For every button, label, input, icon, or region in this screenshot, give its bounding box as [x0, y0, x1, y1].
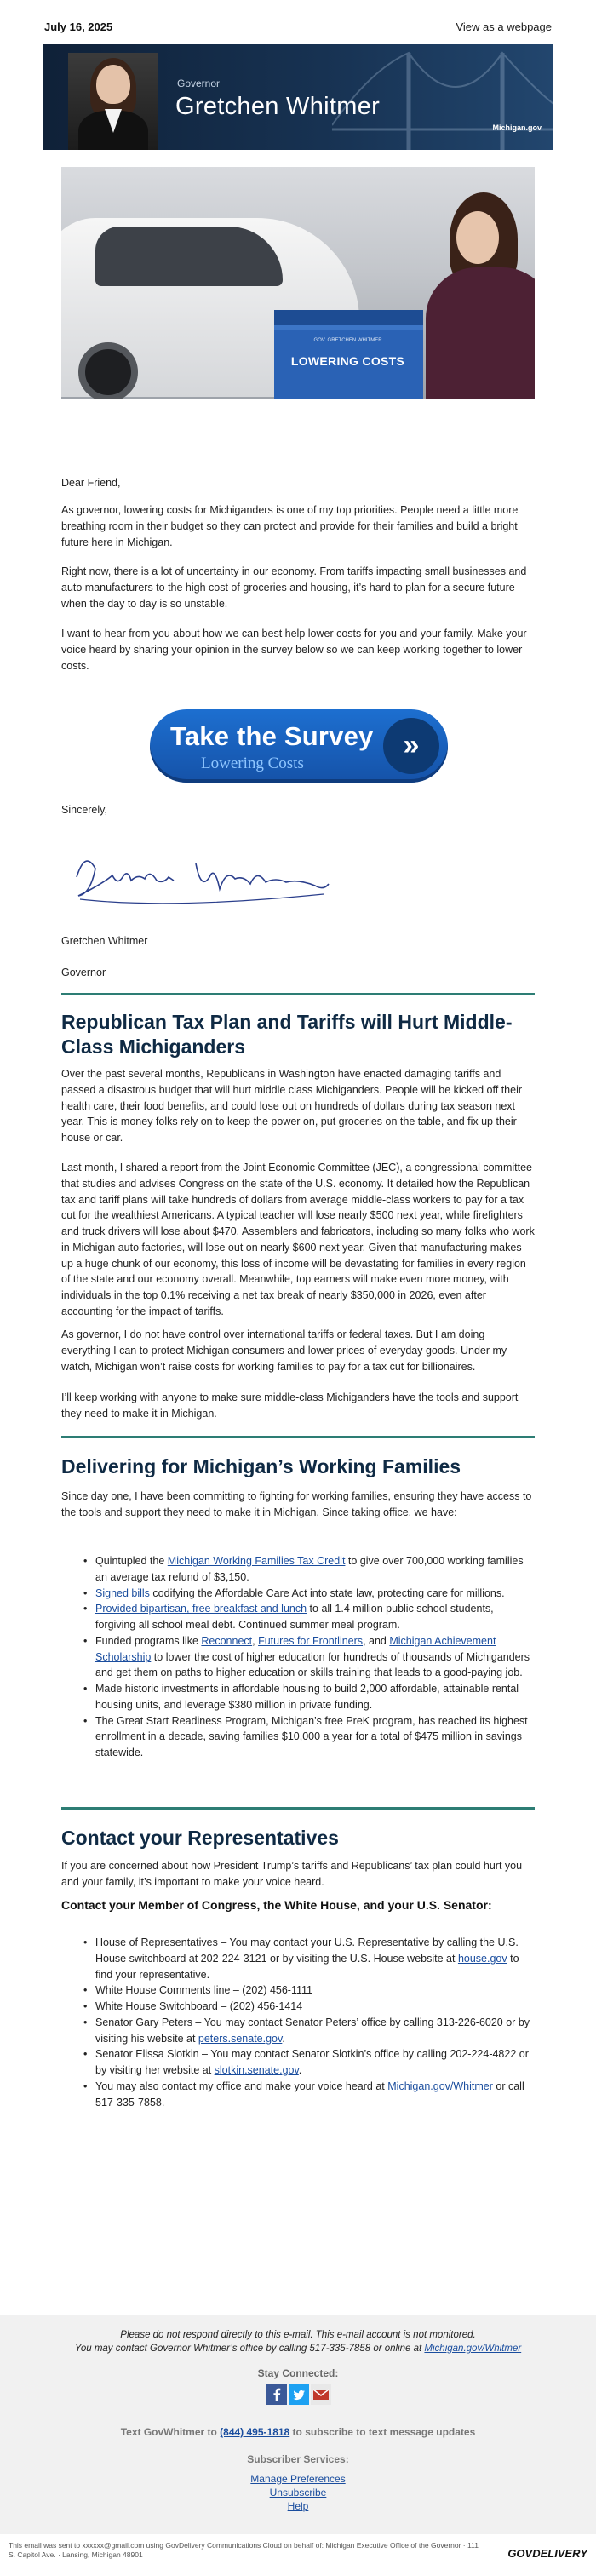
email-meta-bar	[0, 0, 596, 44]
list-item: • Senator Elissa Slotkin – You may contact Senator Slotkin’s office by calling 202-224-4822 or by visiting her website at slotkin.senate.gov.	[61, 2046, 535, 2079]
achievement-scholarship-link[interactable]: Michigan Achievement Scholarship	[95, 1634, 496, 1663]
tax-paragraph-1: Over the past several months, Republicans in Washington have enacted damaging tariffs and passed a disastrous budget that will hurt middle class Michiganders. People will be kicked off their health care, their food benefits, and could lose out on hundreds of dollars during tax season next year. This is money folks rely on to keep the power on, put groceries on the table, and fix up their house or car.	[61, 1068, 523, 1144]
view-as-webpage-link[interactable]: View as a webpage	[456, 20, 552, 33]
footer-whitmer-link[interactable]: Michigan.gov/Whitmer	[424, 2344, 522, 2354]
list-item: • Quintupled the Michigan Working Families Tax Credit to give over 700,000 working families an average tax refund of $3,150.	[61, 1553, 535, 1586]
double-chevron-right-icon: »	[383, 718, 439, 774]
banner-label: Governor	[177, 77, 221, 89]
footer-contact-note: You may contact Governor Whitmer’s office by calling 517-335-7858 or online at Michigan.gov/Whitmer	[74, 2344, 522, 2354]
list-item: • Funded programs like Reconnect, Futures for Frontliners, and Michigan Achievement Scholarship to lower the cost of higher education for hundreds of thousands of Michiganders and get them on paths to higher education or skills training that leads to a good-paying job.	[61, 1633, 535, 1681]
signer-name: Gretchen Whitmer	[61, 935, 148, 947]
delivery-disclaimer: This email was sent to xxxxxx@gmail.com using GovDelivery Communications Cloud on behalf of: Michigan Executive Office of the Governor · 111 S. Capitol Ave. · Lansing, Michigan 48901	[9, 2541, 479, 2560]
michigan-logo: Michigan.gov	[492, 123, 542, 132]
signer-title: Governor	[61, 967, 106, 978]
governor-portrait	[68, 53, 158, 150]
peters-senate-link[interactable]: peters.senate.gov	[198, 2032, 283, 2045]
section-divider	[61, 993, 535, 995]
email-signup-icon[interactable]	[311, 2384, 331, 2405]
list-item: • Made historic investments in affordable housing to build 2,000 affordable, attainable rental housing units, and leverage $380 million in private funding.	[61, 1681, 535, 1713]
speaker-figure	[419, 192, 535, 399]
signed-bills-link[interactable]: Signed bills	[95, 1586, 150, 1599]
list-item: • Senator Gary Peters – You may contact Senator Peters’ office by calling 313-226-6020 or by visiting his website at peters.senate.gov.	[61, 2015, 535, 2047]
list-item: • House of Representatives – You may contact your U.S. Representative by calling the U.S. House switchboard at 202-224-3121 or by visiting the U.S. House website at house.gov to find your representative.	[61, 1935, 535, 1982]
email-date: July 16, 2025	[44, 20, 113, 33]
bridge-illustration	[332, 44, 553, 150]
reconnect-link[interactable]: Reconnect	[201, 1634, 253, 1647]
list-item: • You may also contact my office and make your voice heard at Michigan.gov/Whitmer or call 517-335-7858.	[61, 2079, 535, 2111]
section-divider	[61, 1436, 535, 1438]
governor-banner	[43, 44, 553, 150]
podium-subtext: GOV. GRETCHEN WHITMER	[313, 338, 382, 343]
twitter-icon[interactable]	[289, 2384, 309, 2405]
tax-section-heading: Republican Tax Plan and Tariffs will Hurt Middle-Class Michiganders	[61, 1011, 513, 1058]
letter-paragraph-1: As governor, lowering costs for Michiganders is one of my top priorities. People need a little more breathing room in their budget so they can protect and provide for their families and build a bright future here in Michigan.	[61, 504, 519, 548]
help-link[interactable]: Help	[287, 2500, 309, 2512]
tax-paragraph-2: Last month, I shared a report from the Joint Economic Committee (JEC), a congressional committee that studies and advises Congress on the state of the U.S. economy. It detailed how the Republican tax and tariff plans will take hundreds of dollars from average middle-class workers to pay for a tax cut for the wealthiest Americans. A typical teacher will lose nearly $500 next year, while firefighters and truck drivers will lose about $470. Assemblers and fabricators, including so many folks who work in Michigan auto factories, will lose out on nearly $600 next year. Given that manufacturing makes up a huge chunk of our economy, this loss of income will be devastating for families in every region of the state and our economy overall. Meanwhile, top earners will make even more money, with individuals in the top 0.1% receiving a net tax break of nearly $350,000 in 2026, even after accounting for the impact of tariffs.	[61, 1162, 535, 1317]
list-item: • White House Switchboard – (202) 456-1414	[61, 1999, 535, 2015]
contact-section-heading: Contact your Representatives	[61, 1827, 339, 1849]
slotkin-senate-link[interactable]: slotkin.senate.gov	[214, 2064, 299, 2076]
families-section-heading: Delivering for Michigan’s Working Families	[61, 1455, 461, 1477]
text-updates-note: Text GovWhitmer to (844) 495-1818 to subscribe to text message updates	[120, 2426, 476, 2438]
list-item: • White House Comments line – (202) 456-1111	[61, 1982, 535, 1999]
tax-paragraph-4: I’ll keep working with anyone to make sure middle-class Michiganders have the tools and support they need to make it in Michigan.	[61, 1391, 519, 1420]
take-survey-button[interactable]	[150, 709, 448, 783]
survey-button-title: Take the Survey	[170, 721, 374, 751]
subscriber-services-label: Subscriber Services:	[247, 2453, 349, 2465]
manage-preferences-link[interactable]: Manage Preferences	[250, 2473, 346, 2485]
letter-paragraph-3: I want to hear from you about how we can best help lower costs for you and your family. Make your voice heard by sharing your opinion in the survey below so we can keep working together to lower costs.	[61, 628, 527, 672]
signoff: Sincerely,	[61, 804, 107, 816]
tax-credit-link[interactable]: Michigan Working Families Tax Credit	[167, 1555, 346, 1567]
contact-subheading: Contact your Member of Congress, the White House, and your U.S. Senator:	[61, 1898, 492, 1912]
letter-paragraph-2: Right now, there is a lot of uncertainty in our economy. From tariffs impacting small businesses and auto manufacturers to the high cost of groceries and housing, it’s hard to plan for a secure future when the day to day is so unstable.	[61, 565, 527, 610]
text-phone-link[interactable]: (844) 495-1818	[220, 2426, 290, 2438]
signature-image	[68, 843, 341, 911]
list-item: • The Great Start Readiness Program, Michigan’s free PreK program, has reached its highest enrollment in a decade, saving families $10,000 a year for a total of $475 million in savings statewide.	[61, 1713, 535, 1761]
families-intro: Since day one, I have been committing to fighting for working families, ensuring they have access to the tools and support they need to make it in Michigan. Since taking office, we have:	[61, 1490, 532, 1518]
hero-photo	[61, 167, 535, 399]
unsubscribe-link[interactable]: Unsubscribe	[269, 2487, 327, 2499]
list-item: • Provided bipartisan, free breakfast and lunch to all 1.4 million public school students, forgiving all school meal debt. Continued summer meal program.	[61, 1601, 535, 1633]
futures-for-frontliners-link[interactable]: Futures for Frontliners	[258, 1634, 364, 1647]
michigan-gov-whitmer-link[interactable]: Michigan.gov/Whitmer	[387, 2080, 493, 2092]
house-gov-link[interactable]: house.gov	[457, 1952, 507, 1965]
section-divider	[61, 1807, 535, 1810]
podium-sign-text: LOWERING COSTS	[290, 354, 405, 368]
contact-list	[61, 1935, 535, 2110]
delivery-footer	[0, 2534, 596, 2576]
stay-connected-label: Stay Connected:	[257, 2367, 339, 2379]
greeting: Dear Friend,	[61, 477, 121, 489]
accomplishments-list	[61, 1553, 535, 1761]
survey-button-subtitle: Lowering Costs	[201, 754, 304, 772]
banner-name: Gretchen Whitmer	[175, 93, 381, 120]
list-item: • Signed bills codifying the Affordable Care Act into state law, protecting care for millions.	[61, 1586, 535, 1602]
facebook-icon[interactable]	[266, 2384, 287, 2405]
contact-intro: If you are concerned about how President Trump’s tariffs and Republicans’ tax plan could hurt you and your family, it’s important to make your voice heard.	[61, 1860, 523, 1888]
footer-note: Please do not respond directly to this e-mail. This e-mail account is not monitored.	[120, 2330, 476, 2340]
tax-paragraph-3: As governor, I do not have control over international tariffs or federal taxes. But I am doing everything I can to protect Michigan consumers and lower prices of everyday goods. Under my watch, Michigan won’t raise costs for working families to pay for a tax cut for billionaires.	[61, 1328, 507, 1373]
school-meals-link[interactable]: Provided bipartisan, free breakfast and lunch	[95, 1603, 307, 1615]
govdelivery-logo: GOVDELIVERY	[507, 2547, 587, 2560]
